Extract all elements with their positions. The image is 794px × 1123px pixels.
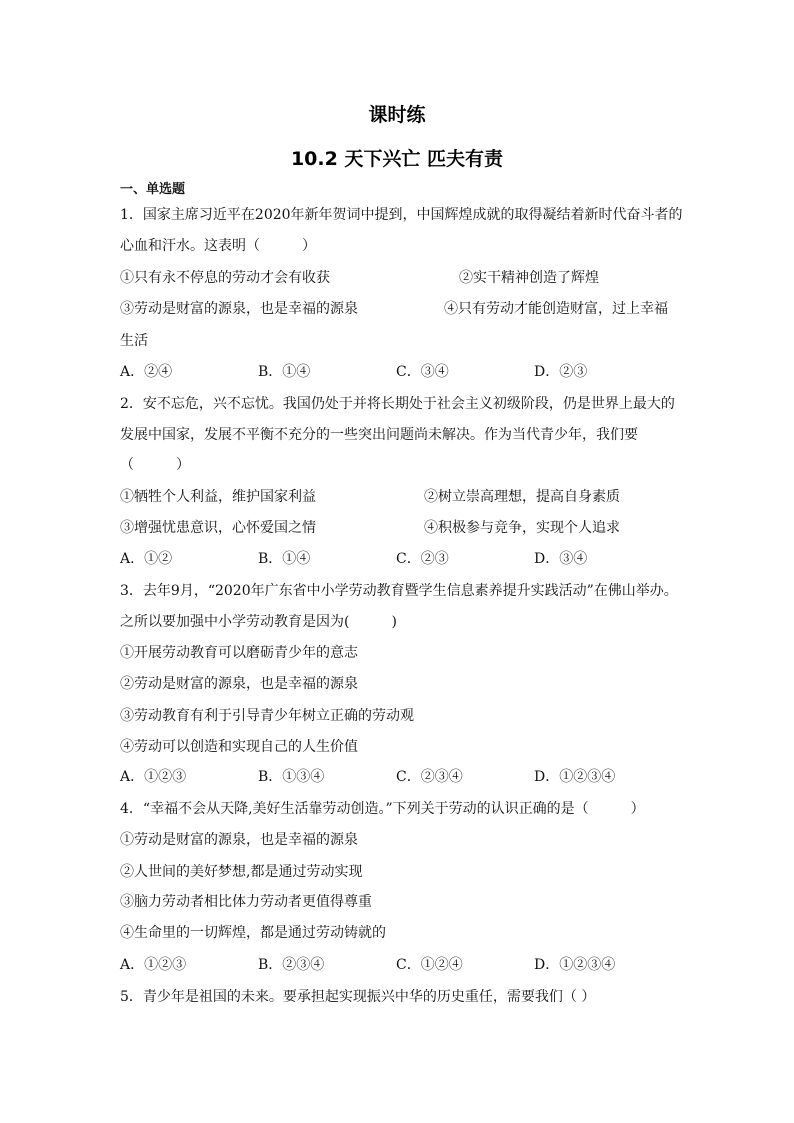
question-3-stem-line-2: 之所以要加强中小学劳动教育是因为( ) xyxy=(120,614,397,630)
question-3-choice-d: D．①②③④ xyxy=(534,769,616,785)
question-1-option-1: ①只有永不停息的劳动才会有收获 xyxy=(120,270,330,286)
question-4-option-2: ②人世间的美好梦想,都是通过劳动实现 xyxy=(120,864,363,880)
question-4-option-4: ④生命里的一切辉煌，都是通过劳动铸就的 xyxy=(120,925,386,941)
question-1-stem-line-2: 心血和汗水。这表明（ ） xyxy=(120,238,316,254)
question-4-option-1: ①劳动是财富的源泉，也是幸福的源泉 xyxy=(120,832,358,848)
question-1-choice-b: B．①④ xyxy=(258,364,311,380)
question-3-option-2: ②劳动是财富的源泉，也是幸福的源泉 xyxy=(120,676,358,692)
page-title: 课时练 xyxy=(368,104,426,126)
question-3-option-1: ①开展劳动教育可以磨砺青少年的意志 xyxy=(120,645,358,661)
question-1-option-3: ③劳动是财富的源泉，也是幸福的源泉 xyxy=(120,301,358,317)
question-3-option-3: ③劳动教育有利于引导青少年树立正确的劳动观 xyxy=(120,708,414,724)
question-3-choice-b: B．①③④ xyxy=(258,769,325,785)
question-3-stem-line-1: 3．去年9月，“2020年广东省中小学劳动教育暨学生信息素养提升实践活动”在佛山举办。 xyxy=(120,583,678,599)
lesson-subtitle: 10.2 天下兴亡 匹夫有责 xyxy=(290,148,504,170)
question-4-choice-a: A．①②③ xyxy=(120,957,187,973)
question-4-choice-d: D．①②③④ xyxy=(534,957,616,973)
question-2-choice-a: A．①② xyxy=(120,551,173,567)
question-2-stem-line-3: （ ） xyxy=(120,457,190,473)
question-1-choice-c: C．③④ xyxy=(396,364,449,380)
question-2-choice-d: D．③④ xyxy=(534,551,588,567)
question-2-stem-line-2: 发展中国家，发展不平衡不充分的一些突出问题尚未解决。作为当代青少年，我们要 xyxy=(120,427,638,443)
question-2-option-2: ②树立崇高理想，提高自身素质 xyxy=(424,489,620,505)
question-2-stem-line-1: 2．安不忘危，兴不忘忧。我国仍处于并将长期处于社会主义初级阶段，仍是世界上最大的 xyxy=(120,396,675,412)
question-1-choice-a: A．②④ xyxy=(120,364,173,380)
question-1-option-4-continued: 生活 xyxy=(120,333,148,349)
question-3-choice-c: C．②③④ xyxy=(396,769,463,785)
question-1-stem-line-1: 1．国家主席习近平在2020年新年贺词中提到，中国辉煌成就的取得凝结着新时代奋斗者的 xyxy=(120,207,683,223)
question-1-option-4: ④只有劳动才能创造财富，过上幸福 xyxy=(444,301,668,317)
question-3-option-4: ④劳动可以创造和实现自己的人生价值 xyxy=(120,739,358,755)
question-4-option-3: ③脑力劳动者相比体力劳动者更值得尊重 xyxy=(120,894,372,910)
section-heading: 一、单选题 xyxy=(120,182,186,197)
question-4-stem-line-1: 4．“幸福不会从天降,美好生活靠劳动创造。”下列关于劳动的认识正确的是（ ） xyxy=(120,801,645,817)
question-2-option-1: ①牺牲个人利益，维护国家利益 xyxy=(120,489,316,505)
question-1-choice-d: D．②③ xyxy=(534,364,588,380)
question-2-choice-c: C．②③ xyxy=(396,551,449,567)
question-1-option-2: ②实干精神创造了辉煌 xyxy=(459,270,599,286)
question-2-option-3: ③增强忧患意识，心怀爱国之情 xyxy=(120,520,316,536)
question-3-choice-a: A．①②③ xyxy=(120,769,187,785)
question-4-choice-c: C．①②④ xyxy=(396,957,463,973)
question-2-choice-b: B．①④ xyxy=(258,551,311,567)
question-5-stem-line-1: 5．青少年是祖国的未来。要承担起实现振兴中华的历史重任，需要我们（ ） xyxy=(120,989,596,1005)
question-2-option-4: ④积极参与竞争，实现个人追求 xyxy=(424,520,620,536)
question-4-choice-b: B．②③④ xyxy=(258,957,325,973)
